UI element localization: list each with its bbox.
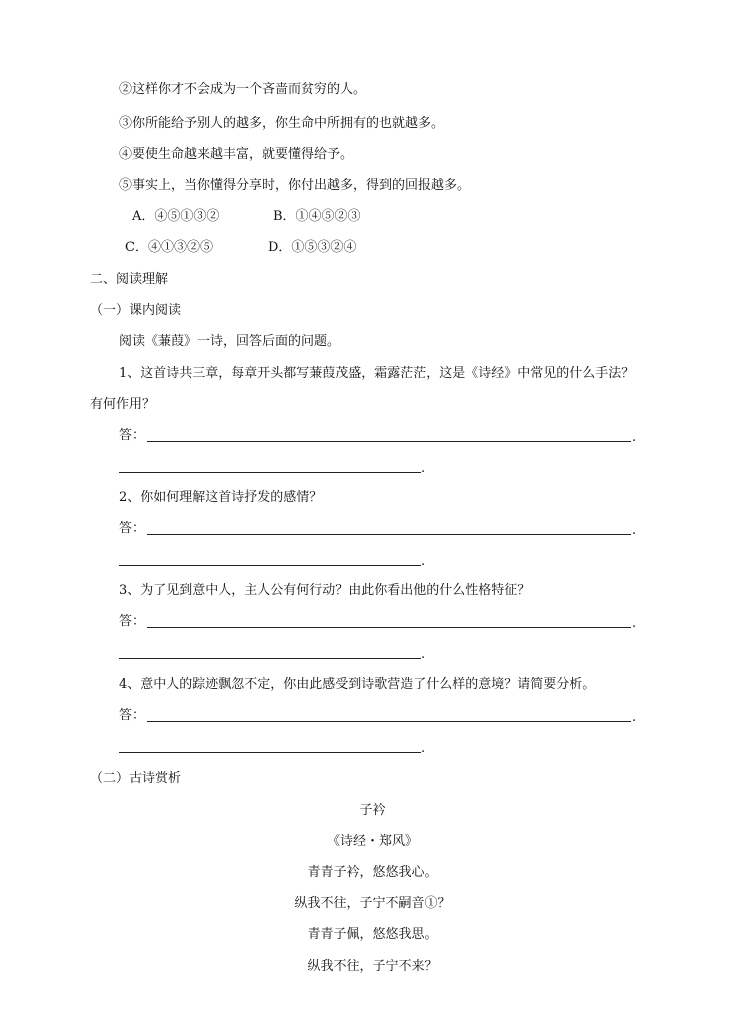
answer-label-1: 答： (119, 428, 146, 443)
section-title: 二、阅读理解 (90, 272, 169, 287)
question-4: 4、意中人的踪迹飘忽不定，你由此感受到诗歌营造了什么样的意境？请简要分析。 (119, 677, 596, 692)
sentence-4: ④要使生命越来越丰富，就要懂得给予。 (119, 147, 354, 162)
answer-line-4b[interactable] (119, 752, 421, 753)
subsection-title-2: （二）古诗赏析 (90, 771, 182, 786)
poem-line-1: 青青子衿，悠悠我心。 (307, 865, 438, 880)
answer-line-2b[interactable] (119, 565, 421, 566)
option-d: D．①⑤③②④ (268, 240, 357, 255)
option-b: B．①④⑤②③ (273, 209, 361, 224)
poem-line-2: 纵我不往，子宁不嗣音①？ (294, 896, 451, 911)
option-a: A．④⑤①③② (132, 209, 220, 224)
answer-line-2a[interactable] (147, 534, 631, 535)
question-1-line-2: 有何作用？ (90, 397, 156, 412)
question-2: 2、你如何理解这首诗抒发的感情？ (119, 490, 323, 505)
answer-line-end-3b: . (421, 647, 426, 662)
answer-line-3b[interactable] (119, 658, 421, 659)
answer-line-end-4b: . (421, 741, 426, 756)
answer-line-end-3a: . (632, 616, 637, 631)
answer-line-1a[interactable] (147, 441, 631, 442)
sentence-3: ③你所能给予别人的越多，你生命中所拥有的也就越多。 (119, 116, 445, 131)
poem-title: 子衿 (359, 803, 386, 818)
answer-line-1b[interactable] (119, 472, 421, 473)
sentence-5: ⑤事实上，当你懂得分享时，你付出越多，得到的回报越多。 (119, 178, 471, 193)
answer-line-end-1b: . (421, 461, 426, 476)
subsection-title-1: （一）课内阅读 (90, 303, 182, 318)
answer-line-4a[interactable] (147, 721, 631, 722)
answer-line-end-1a: . (632, 430, 637, 445)
answer-line-end-2a: . (632, 523, 637, 538)
question-1-line-1: 1、这首诗共三章，每章开头都写蒹葭茂盛，霜露茫茫，这是《诗经》中常见的什么手法？ (119, 366, 635, 381)
answer-line-end-2b: . (421, 554, 426, 569)
poem-source: 《诗经・郑风》 (326, 834, 418, 849)
answer-label-2: 答： (119, 521, 146, 536)
poem-line-4: 纵我不往，子宁不来？ (307, 959, 438, 974)
sentence-2: ②这样你才不会成为一个吝啬而贫穷的人。 (119, 82, 367, 97)
option-c: C．④①③②⑤ (125, 240, 213, 255)
reading-intro: 阅读《蒹葭》一诗，回答后面的问题。 (119, 334, 341, 349)
answer-line-end-4a: . (632, 710, 637, 725)
poem-line-3: 青青子佩，悠悠我思。 (307, 927, 438, 942)
question-3: 3、为了见到意中人，主人公有何行动？由此你看出他的什么性格特征？ (119, 583, 531, 598)
answer-line-3a[interactable] (147, 627, 631, 628)
answer-label-3: 答： (119, 614, 146, 629)
answer-label-4: 答： (119, 708, 146, 723)
